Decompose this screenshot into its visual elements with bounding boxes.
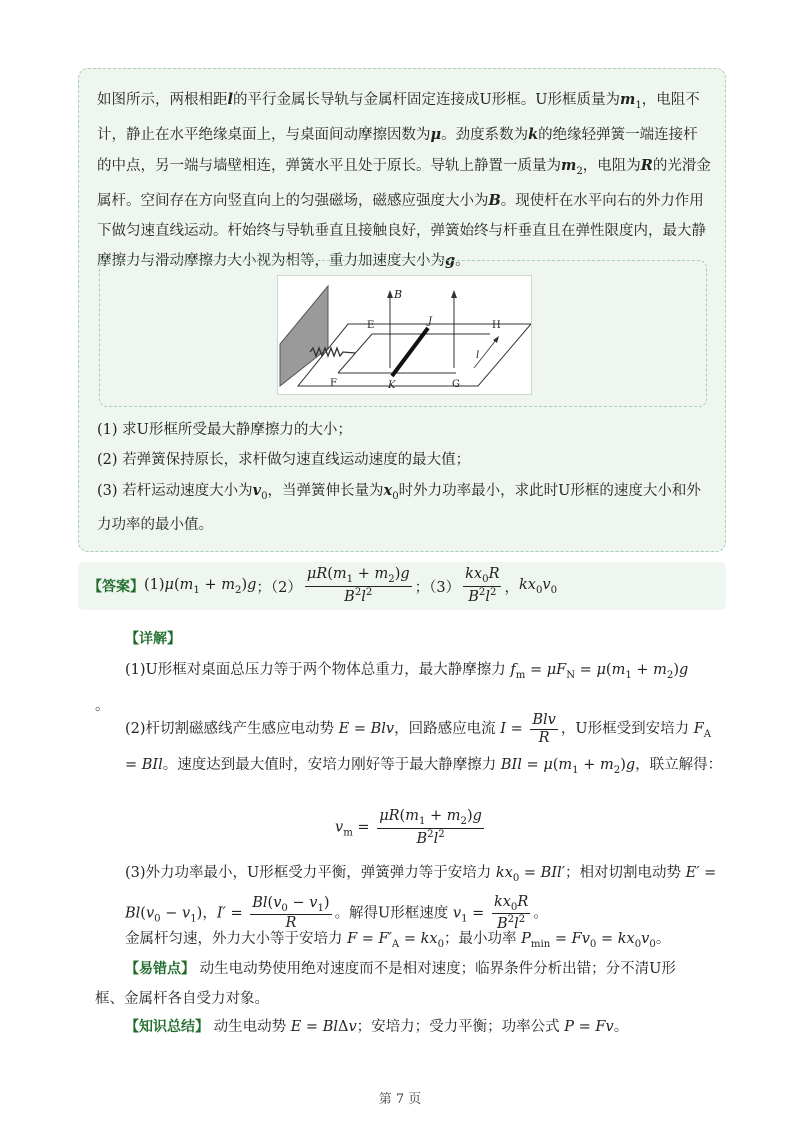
label-h: H — [492, 320, 501, 331]
solution-step-4: 金属杆匀速，外力大小等于安培力 $F = F'_A = kx_0$；最小功率 $P_{min} = Fv_0 = kx_0v_0$。 — [125, 931, 671, 950]
b-arrow-2-head — [451, 290, 457, 298]
answer-part-2: $\frac{\mu R(m_1 + m_2)g}{B^2l^2}$ — [306, 566, 410, 605]
label-b: B — [394, 288, 403, 301]
question-text: 如图所示，两根相距l的平行金属长导轨与金属杆固定连接成U形框。U形框质量为$m_1$，电阻不计，静止在水平绝缘桌面上，与桌面间动摩擦因数为μ。劲度系数为k的绝缘轻弹簧一端连接杆的中点，另一端与墙壁相连，弹簧水平且处于原长。导轨上静置一质量为$m_2$，电阻为R的光滑金属杆。空间存在方向竖直向上的匀强磁场，磁感应强度大小为B。现使杆在水平向右的外力作用下做匀速直线运动。杆始终与导轨垂直且接触良好，弹簧始终与杆垂直且在弹性限度内，最大静摩擦力与滑动摩擦力大小视为相等，重力加速度大小为g。 — [97, 91, 711, 270]
label-g: G — [452, 379, 460, 390]
l-dimension-head — [493, 336, 499, 343]
solution-step-3: (3)外力功率最小，U形框受力平衡，弹簧弹力等于安培力 $kx_0 = BIl'$；相对切割电动势 $E' = Bl(v_0 - v_1)$，I′ = $\frac{Bl(v_0 - v_1)}{R}$ 。解得U形框速度 $v_1$ = $\frac{kx_0R}{B^2l^2}$ 。 — [125, 865, 717, 933]
label-l: l — [476, 350, 480, 361]
question-box — [78, 68, 726, 552]
summary-section: 【知识总结】 动生电动势 E = BlΔv；安培力；受力平衡；功率公式 P = Fv。 — [125, 1019, 629, 1035]
answer-part-1: $(1)\mu(m_1 + m_2)g$ — [144, 576, 257, 596]
b-arrow-1-head — [387, 290, 393, 298]
label-f: F — [330, 378, 337, 389]
solution-tag: 【详解】 — [125, 631, 181, 647]
solution-step-1: (1)U形框对桌面总压力等于两个物体总重力，最大静摩擦力 $f_m = \mu F_N = \mu(m_1 + m_2)g$ 。 — [95, 662, 689, 714]
figure-box — [99, 260, 707, 407]
sub-question-1: (1) 求U形框所受最大静摩擦力的大小； — [97, 422, 352, 438]
wall — [280, 286, 328, 386]
label-e: E — [367, 320, 375, 331]
circuit-figure — [277, 275, 532, 395]
answer-bar: 【答案】 $(1)\mu(m_1 + m_2)g$ ；（2） $\frac{\mu R(m_1 + m_2)g}{B^2l^2}$ ；（3） $\frac{kx_0R}{B^2l^2}$ ， $kx_0v_0$ — [78, 562, 726, 610]
rail-diagram — [278, 276, 531, 394]
label-k: K — [388, 380, 396, 391]
summary-tag: 【知识总结】 — [125, 1019, 209, 1035]
solution-vm-formula: $v_m$ = $\frac{\mu R(m_1 + m_2)g}{B^2l^2}$ — [335, 808, 482, 847]
metal-rod — [392, 328, 428, 376]
label-j: J — [428, 316, 433, 327]
page-footer: 第 7 页 — [378, 1092, 422, 1107]
answer-tag: 【答案】 — [88, 579, 144, 595]
pitfall-section: 【易错点】 动生电动势使用绝对速度而不是相对速度；临界条件分析出错；分不清U形 框、金属杆各自受力对象。 — [95, 961, 676, 1007]
answer-part-4: $kx_0v_0$ — [518, 576, 558, 596]
sub-question-2: (2) 若弹簧保持原长，求杆做匀速直线运动速度的最大值； — [97, 452, 471, 468]
answer-part-3: $\frac{kx_0R}{B^2l^2}$ — [465, 566, 500, 605]
pitfall-tag: 【易错点】 — [125, 961, 195, 977]
solution-step-2: (2)杆切割磁感线产生感应电动势 E = Blv，回路感应电流 I = $\frac{\text{Blv}}{R}$ ，U形框受到安培力 $F_A$ = BIl。速度达到最大值时，安培力刚好等于最大静摩擦力 BIl = $\mu(m_1 + m_2)g$，联立解得： — [125, 712, 723, 776]
sub-question-3: (3) 若杆运动速度大小为$v_0$，当弹簧伸长量为$x_0$时外力功率最小，求此时U形框的速度大小和外力功率的最小值。 — [97, 482, 701, 533]
rail-end — [338, 334, 372, 373]
